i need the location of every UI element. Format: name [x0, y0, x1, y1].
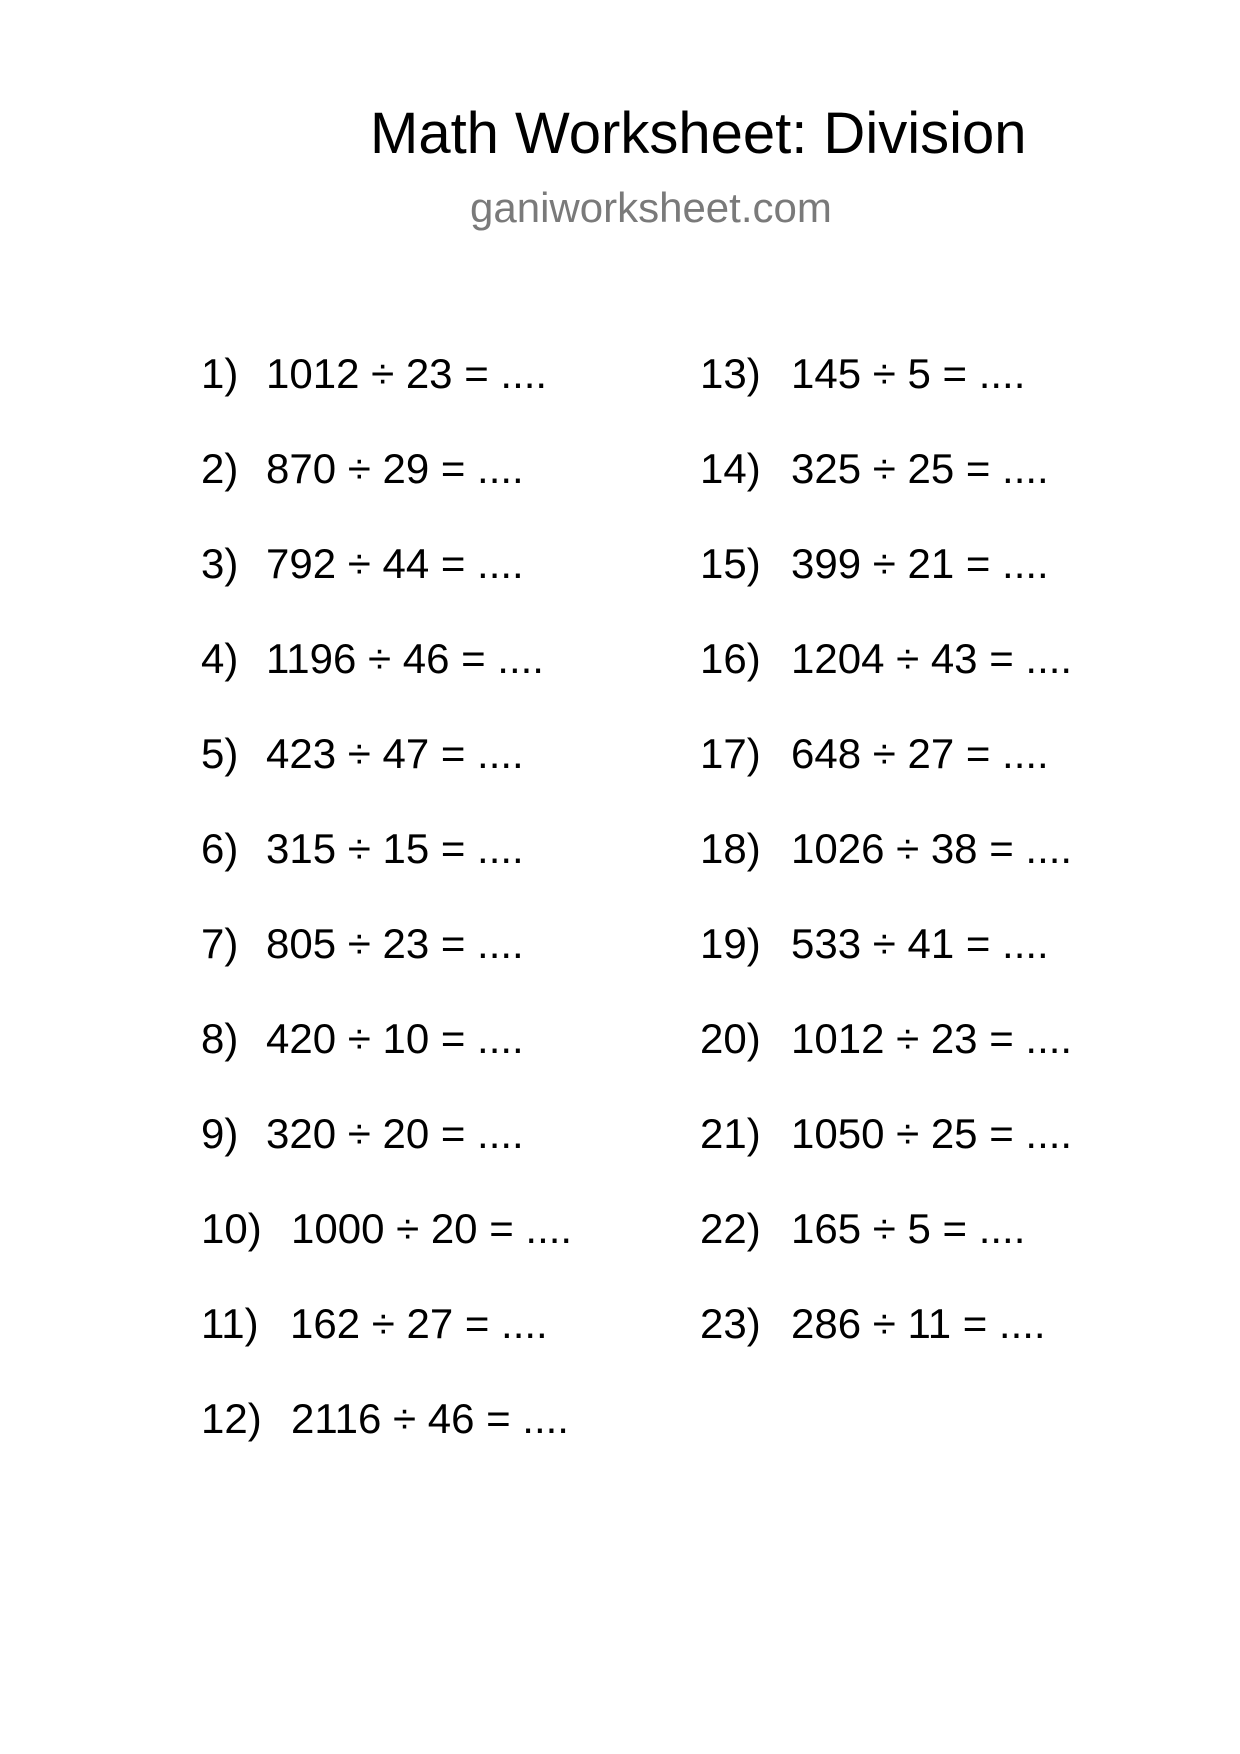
problem-expression: 1026 ÷ 38 = .... [791, 825, 1073, 872]
problem-number: 10) [201, 1205, 262, 1252]
problem-number: 12) [201, 1395, 262, 1442]
problem-number: 20) [700, 1015, 761, 1062]
problem-number: 19) [700, 920, 761, 967]
problem-item [201, 348, 547, 400]
problem-item [201, 1298, 548, 1350]
problem-item [700, 633, 1072, 685]
problem-item [700, 443, 1049, 495]
problem-expression: 1012 ÷ 23 = .... [791, 1015, 1073, 1062]
problem-item [201, 1393, 569, 1445]
problem-item [201, 538, 524, 590]
problem-item [201, 1203, 572, 1255]
problem-item [201, 443, 524, 495]
problem-number: 8) [201, 1015, 239, 1062]
website-label: ganiworksheet.com [470, 184, 832, 231]
problem-expression: 286 ÷ 11 = .... [791, 1300, 1046, 1347]
problem-expression: 399 ÷ 21 = .... [791, 540, 1049, 587]
problem-item [201, 633, 544, 685]
problem-expression: 2116 ÷ 46 = .... [291, 1395, 569, 1442]
problem-expression: 805 ÷ 23 = .... [266, 920, 524, 967]
worksheet-title: Math Worksheet: Division [370, 101, 1027, 166]
problem-number: 2) [201, 445, 239, 492]
problem-expression: 1204 ÷ 43 = .... [791, 635, 1073, 682]
problem-item [201, 728, 524, 780]
problem-item [201, 1013, 524, 1065]
problem-item [201, 918, 524, 970]
problem-expression: 1196 ÷ 46 = .... [266, 635, 544, 682]
problem-expression: 1000 ÷ 20 = .... [291, 1205, 573, 1252]
problem-expression: 315 ÷ 15 = .... [266, 825, 524, 872]
problem-expression: 320 ÷ 20 = .... [266, 1110, 524, 1157]
problem-item [700, 1298, 1046, 1350]
problem-number: 6) [201, 825, 239, 872]
problem-expression: 420 ÷ 10 = .... [266, 1015, 524, 1062]
problem-number: 5) [201, 730, 239, 777]
problem-expression: 1012 ÷ 23 = .... [266, 350, 548, 397]
problem-expression: 870 ÷ 29 = .... [266, 445, 524, 492]
problem-number: 18) [700, 825, 761, 872]
problem-number: 4) [201, 635, 239, 682]
problem-number: 22) [700, 1205, 761, 1252]
problem-expression: 1050 ÷ 25 = .... [791, 1110, 1073, 1157]
problem-item [700, 728, 1049, 780]
problem-expression: 792 ÷ 44 = .... [266, 540, 524, 587]
problem-number: 16) [700, 635, 761, 682]
problem-number: 21) [700, 1110, 761, 1157]
problem-number: 23) [700, 1300, 761, 1347]
problem-expression: 165 ÷ 5 = .... [791, 1205, 1026, 1252]
problem-number: 14) [700, 445, 761, 492]
problem-expression: 325 ÷ 25 = .... [791, 445, 1049, 492]
problem-number: 7) [201, 920, 239, 967]
problem-item [700, 918, 1049, 970]
problem-item [700, 1203, 1025, 1255]
problem-item [700, 1108, 1072, 1160]
problem-item [700, 823, 1072, 875]
problem-expression: 162 ÷ 27 = .... [290, 1300, 548, 1347]
problem-number: 15) [700, 540, 761, 587]
problem-number: 9) [201, 1110, 239, 1157]
problem-expression: 648 ÷ 27 = .... [791, 730, 1049, 777]
problem-number: 13) [700, 350, 761, 397]
problem-item [201, 823, 524, 875]
problem-number: 17) [700, 730, 761, 777]
problem-item [700, 348, 1025, 400]
problem-number: 11) [201, 1300, 259, 1347]
problem-number: 3) [201, 540, 239, 587]
problem-item [201, 1108, 524, 1160]
problem-item [700, 1013, 1072, 1065]
problem-number: 1) [201, 350, 239, 397]
problem-expression: 423 ÷ 47 = .... [266, 730, 524, 777]
problem-expression: 533 ÷ 41 = .... [791, 920, 1049, 967]
problem-item [700, 538, 1049, 590]
problem-expression: 145 ÷ 5 = .... [791, 350, 1026, 397]
